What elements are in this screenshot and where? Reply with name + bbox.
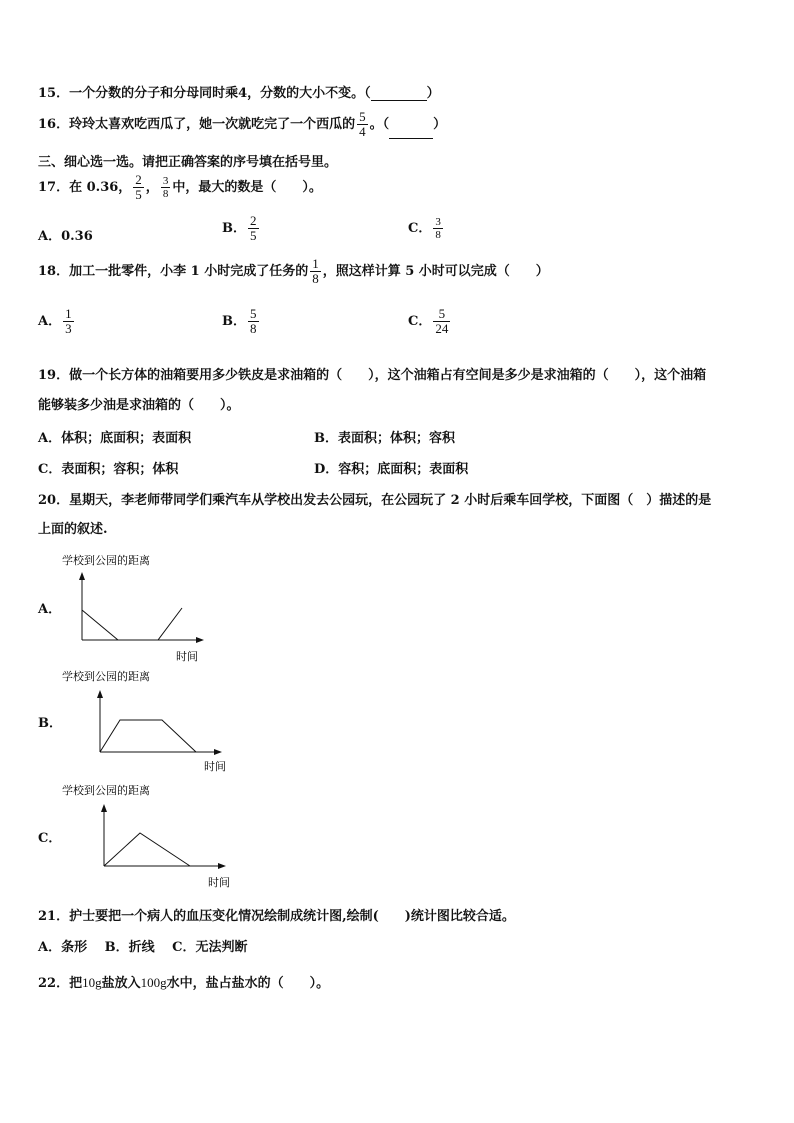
option-c[interactable]: C． $\frac{5}{24}$: [408, 306, 449, 336]
question-15: 15．一个分数的分子和分母同时乘4，分数的大小不变。（ ）: [38, 86, 440, 101]
x-axis-arrow: [214, 749, 222, 755]
y-axis-arrow: [97, 690, 103, 698]
option-b[interactable]: B． $\frac{5}{8}$: [222, 306, 257, 336]
distance-line: [104, 833, 190, 866]
question-22: 22．把10g盐放入100g水中，盐占盐水的（ ）。: [38, 975, 330, 991]
graph-a: [60, 550, 220, 665]
distance-line: [82, 608, 182, 640]
question-17: 17．在 0.36， $\frac{2}{5}$ ， $\frac{3}{8}$ 中，最大的数是（ ）。: [38, 172, 322, 202]
question-19: 19．做一个长方体的油箱要用多少铁皮是求油箱的（ ），这个油箱占有空间是多少是求油箱的（ ），这个油箱: [38, 368, 707, 383]
question-19-cont: 能够装多少油是求油箱的（ ）。: [38, 398, 240, 413]
fraction: $\frac{5}{4}$: [359, 109, 366, 139]
x-axis-label: 时间: [176, 650, 198, 663]
option-a[interactable]: A．体积；底面积；表面积: [38, 431, 192, 446]
graph-c: [60, 780, 250, 892]
option-b-label[interactable]: B．: [38, 716, 62, 731]
graph-b: [60, 666, 240, 778]
answer-blank[interactable]: [371, 100, 427, 101]
option-c-label[interactable]: C．: [38, 831, 62, 846]
section-heading: 三、细心选一选。请把正确答案的序号填在括号里。: [38, 155, 338, 170]
x-axis-arrow: [218, 863, 226, 869]
question-16: 16．玲玲太喜欢吃西瓜了，她一次就吃完了一个西瓜的 $\frac{5}{4}$ 。（ ）: [38, 109, 447, 139]
question-21-options[interactable]: A．条形 B．折线 C．无法判断: [38, 940, 248, 955]
question-20-cont: 上面的叙述.: [38, 522, 108, 537]
option-b[interactable]: B．表面积；体积；容积: [314, 431, 455, 446]
answer-blank[interactable]: [389, 138, 433, 139]
question-20: 20．星期天，李老师带同学们乘汽车从学校出发去公园玩，在公园玩了 2 小时后乘车回学校，下面图（ ）描述的是: [38, 493, 712, 508]
x-axis-label: 时间: [208, 876, 230, 889]
x-axis-arrow: [196, 637, 204, 643]
y-axis-arrow: [101, 804, 107, 812]
option-a[interactable]: A． $\frac{1}{3}$: [38, 306, 72, 336]
distance-line: [100, 720, 196, 752]
option-a[interactable]: A．0.36: [38, 229, 93, 244]
y-axis-label: 学校到公园的距离: [62, 784, 150, 797]
option-b[interactable]: B． $\frac{2}{5}$: [222, 213, 257, 243]
option-d[interactable]: D．容积；底面积；表面积: [314, 462, 469, 477]
option-c[interactable]: C． $\frac{3}{8}$: [408, 216, 441, 241]
question-18: 18．加工一批零件，小李 1 小时完成了任务的 $\frac{1}{8}$ ，照这样计算 5 小时可以完成（ ）: [38, 256, 549, 286]
question-21: 21．护士要把一个病人的血压变化情况绘制成统计图,绘制( )统计图比较合适。: [38, 909, 515, 924]
y-axis-label: 学校到公园的距离: [62, 670, 150, 683]
option-a-label[interactable]: A．: [38, 602, 62, 617]
x-axis-label: 时间: [204, 760, 226, 773]
option-c[interactable]: C．表面积；容积；体积: [38, 462, 179, 477]
y-axis-label: 学校到公园的距离: [62, 554, 150, 567]
y-axis-arrow: [79, 572, 85, 580]
